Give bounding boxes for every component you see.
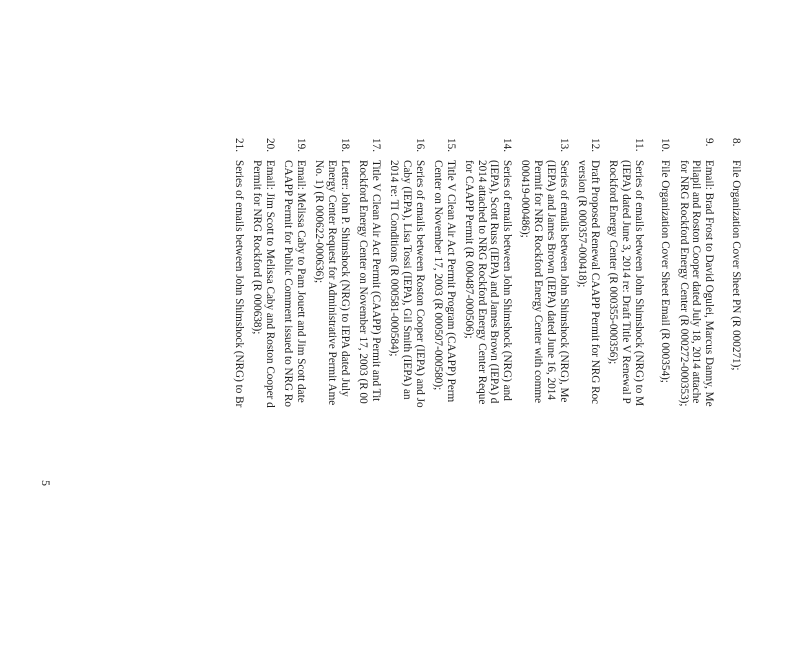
item-text-line: No. 1) (R 000622-000636); xyxy=(313,160,326,284)
list-item xyxy=(387,138,425,658)
list-item xyxy=(606,138,644,658)
item-text-line: Energy Center Request for Administrative Permit Ame xyxy=(326,160,339,406)
item-text-line: Draft Proposed Renewal CAAPP Permit for NRG Roc xyxy=(588,160,601,405)
item-text-line: Rockford Energy Center (R 000355-000356); xyxy=(607,160,620,365)
list-item xyxy=(519,138,570,658)
item-text-line: 000419-000486); xyxy=(519,160,532,238)
item-text-line: Series of emails between John Shimshock (NRG) to M xyxy=(632,160,645,407)
list-item xyxy=(462,138,513,658)
list-item xyxy=(282,138,308,658)
item-text-line: File Organization Cover Sheet Email (R 000354); xyxy=(659,160,672,383)
item-number: 9. xyxy=(703,138,716,147)
item-text-line: CAAPP Permit for Public Comment issued to NRG Ro xyxy=(282,160,295,407)
item-text-line: Email: Melissa Caby to Pam Jouett and Jim Scott date xyxy=(295,160,308,403)
item-number: 16. xyxy=(413,138,426,152)
page-number: 5 xyxy=(39,480,53,486)
list-item xyxy=(313,138,351,658)
item-number: 17. xyxy=(369,138,382,152)
item-text-line: Caby (IEPA), Lisa Tossi (IEPA), Gil Smith (IEPA) an xyxy=(400,160,413,400)
item-number: 21. xyxy=(233,138,246,152)
item-text-line: Pilapil and Roston Cooper dated July 18, 2014 attache xyxy=(690,160,703,404)
item-text-line: Series of emails between John Shimshock (NRG), Me xyxy=(557,160,570,403)
item-text-line: Title V Clean Air Act Permit (CAAPP) Permit and Tit xyxy=(369,160,382,402)
record-index-list xyxy=(218,138,742,658)
list-item xyxy=(659,138,672,658)
item-number: 14. xyxy=(501,138,514,152)
item-number: 13. xyxy=(557,138,570,152)
item-text-line: for NRG Rockford Energy Center (R 000272-000353); xyxy=(677,160,690,407)
item-text-line: Title V Clean Air Act Permit Program (CAAPP) Perm xyxy=(444,160,457,403)
list-item xyxy=(431,138,457,658)
item-text-line: Rockford Energy Center on November 17, 2003 (R 00 xyxy=(357,160,370,404)
list-item xyxy=(251,138,277,658)
list-item xyxy=(575,138,601,658)
item-text-line: Letter: John P. Shimshock (NRG) to IEPA dated July xyxy=(338,160,351,397)
item-text-line: version (R 000357-000418); xyxy=(576,160,589,288)
item-text-line: Series of emails between John Shimshock (NRG) and xyxy=(501,160,514,401)
list-item xyxy=(677,138,715,658)
item-text-line: for CAAPP Permit (R 000487-000506); xyxy=(462,160,475,339)
item-text-line: 2014 attached to NRG Rockford Energy Center Reque xyxy=(475,160,488,405)
item-text-line: 2014 re: TI Conditions (R 000581-000584); xyxy=(388,160,401,357)
item-number: 19. xyxy=(295,138,308,152)
item-number: 12. xyxy=(588,138,601,152)
item-number: 8. xyxy=(730,138,742,147)
item-text-line: Email: Brad Frost to David Ogulei, Marcus Danny, Me xyxy=(703,160,716,407)
list-item xyxy=(356,138,382,658)
item-number: 10. xyxy=(659,138,672,152)
item-text-line: (IEPA) dated June 3, 2014 re: Draft Title V Renewal P xyxy=(619,160,632,404)
item-text-line: Permit for NRG Rockford Energy Center with comme xyxy=(532,160,545,404)
item-text-line: Center on November 17, 2003 (R 000507-000580); xyxy=(431,160,444,391)
item-number: 20. xyxy=(264,138,277,152)
item-number: 18. xyxy=(338,138,351,152)
item-text-line: Series of emails between Roston Cooper (IEPA) and Jo xyxy=(413,160,426,408)
item-text-line: Permit for NRG Rockford (R 000638); xyxy=(251,160,264,335)
item-text-line: (IEPA) and James Brown (IEPA) dated June 16, 2014 xyxy=(545,160,558,400)
item-number: 11. xyxy=(632,138,645,152)
list-item xyxy=(729,138,742,658)
item-number: 15. xyxy=(444,138,457,152)
item-text-line: File Organization Cover Sheet PN (R 000271); xyxy=(730,160,742,371)
item-text-line: (IEPA), Scott Russ (IEPA) and James Brown (IEPA) d xyxy=(488,160,501,404)
item-text-line: Series of emails between John Shimshock (NRG) to Br xyxy=(233,160,246,408)
list-item xyxy=(232,138,245,658)
item-text-line: Email: Jim Scott to Melissa Caby and Roston Cooper d xyxy=(264,160,277,408)
